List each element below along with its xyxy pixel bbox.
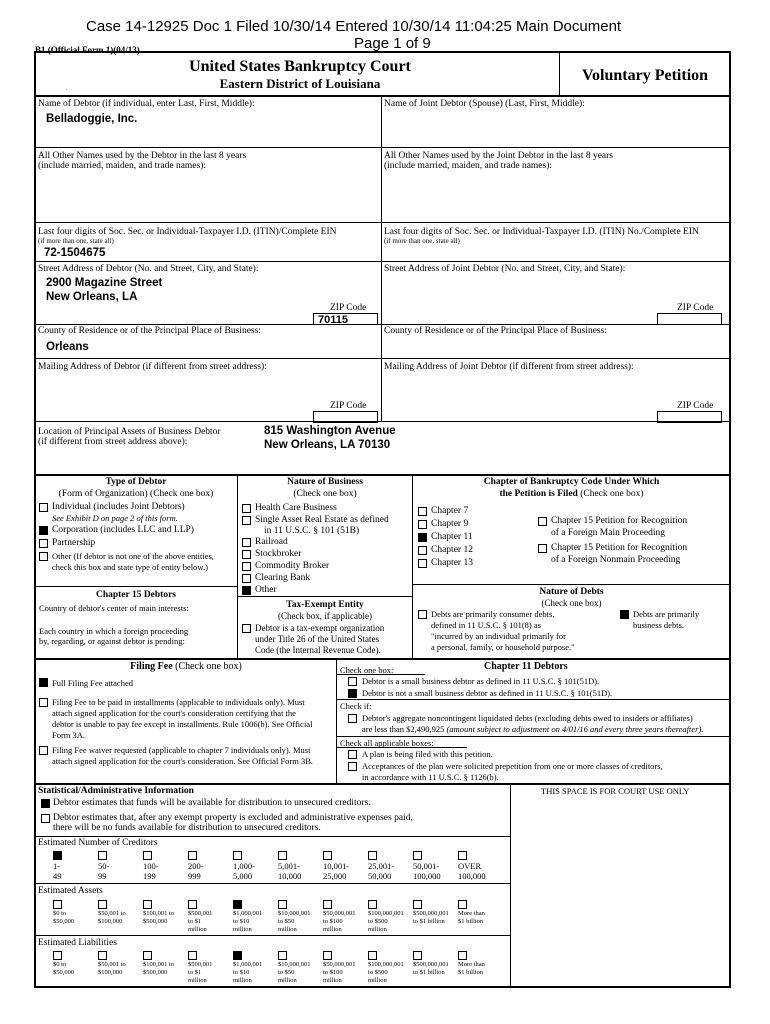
chapter-9-label: Chapter 9 xyxy=(431,519,469,529)
court-title: United States Bankruptcy Court xyxy=(189,58,411,75)
liabilities-range-label: to $100 xyxy=(323,969,343,976)
aggregate-debts-line-1: Debtor's aggregate noncontingent liquidated debts (excluding debts owed to insiders or affiliates) xyxy=(362,713,693,723)
liabilities-range-checkbox[interactable] xyxy=(323,951,332,960)
full-fee-checkbox[interactable] xyxy=(39,678,48,687)
creditors-range-label: 199 xyxy=(143,871,156,881)
divider xyxy=(337,736,730,737)
not-small-business-label: Debtor is not a small business debtor as defined in 11 U.S.C. § 101(51D). xyxy=(362,688,613,698)
chapter-15-nonmain-label: Chapter 15 Petition for Recognition xyxy=(551,543,688,553)
column-divider xyxy=(510,784,511,986)
fee-waiver-line-2: attach signed application for the court's consideration. See Official Form 3B. xyxy=(52,756,314,766)
aggregate-debts-line-2 xyxy=(362,724,703,735)
other-names-label-2: (include married, maiden, and trade names): xyxy=(38,161,207,171)
tax-exempt-sub: (Check box, if applicable) xyxy=(278,611,372,621)
creditors-range-label: 100,000 xyxy=(458,871,486,881)
creditors-range-label: OVER xyxy=(458,861,482,871)
tax-exempt-title: Tax-Exempt Entity xyxy=(286,600,364,610)
railroad-checkbox[interactable] xyxy=(242,538,251,547)
full-fee-label: Full Filing Fee attached xyxy=(52,678,133,688)
filing-fee-title-main: Filing Fee xyxy=(130,661,173,672)
other-entity-label-2: check this box and state type of entity below.) xyxy=(52,562,208,572)
ssn-sub: (if more than one, state all) xyxy=(38,237,114,245)
fee-waiver-line-1: Filing Fee waiver requested (applicable to chapter 7 individuals only). Must xyxy=(52,745,311,755)
assets-range-label: to $50 xyxy=(278,918,295,925)
plan-filed-label: A plan is being filed with this petition. xyxy=(362,749,493,759)
creditors-range-label: 50,001- xyxy=(413,861,440,871)
creditors-range-checkbox[interactable] xyxy=(233,851,242,860)
liabilities-range-label: million xyxy=(323,977,342,984)
health-care-label: Health Care Business xyxy=(255,503,337,513)
district-title: Eastern District of Louisiana xyxy=(219,76,381,91)
creditors-range-label: 99 xyxy=(98,871,107,881)
funds-available-label: Debtor estimates that funds will be available for distribution to unsecured creditors. xyxy=(53,798,371,808)
assets-range-label: to $10 xyxy=(233,918,250,925)
consumer-debts-line-1: Debts are primarily consumer debts, xyxy=(431,609,555,619)
creditors-title: Estimated Number of Creditors xyxy=(38,838,158,848)
zip-value: 70115 xyxy=(318,314,348,326)
liabilities-range-checkbox[interactable] xyxy=(188,951,197,960)
joint-name-label: Name of Joint Debtor (Spouse) (Last, First, Middle): xyxy=(384,99,585,109)
chapter11-title: Chapter 11 Debtors xyxy=(484,661,568,672)
divider xyxy=(35,586,237,587)
chapter-13-checkbox[interactable] xyxy=(418,559,427,568)
assets-range-checkbox[interactable] xyxy=(368,900,377,909)
other-business-label: Other xyxy=(255,585,277,595)
chapter-15-main-label: Chapter 15 Petition for Recognition xyxy=(551,516,688,526)
liabilities-range-label: $1,000,001 xyxy=(233,961,263,968)
divider xyxy=(35,658,730,660)
check-if-label: Check if: xyxy=(340,701,372,711)
small-business-checkbox[interactable] xyxy=(348,677,357,686)
assets-range-label: $0 to xyxy=(53,910,67,917)
tax-exempt-line-3: Code (the Internal Revenue Code). xyxy=(255,645,381,655)
assets-range-label: $1,000,001 xyxy=(233,910,263,917)
liabilities-range-checkbox[interactable] xyxy=(143,951,152,960)
type-of-debtor-sub: (Form of Organization) (Check one box) xyxy=(58,489,214,499)
business-debts-line-1: Debts are primarily xyxy=(633,609,700,619)
mark: . xyxy=(66,86,68,92)
corporation-label: Corporation (includes LLC and LLP) xyxy=(52,525,194,535)
partnership-checkbox[interactable] xyxy=(39,539,48,548)
creditors-range-label: 10,000 xyxy=(278,871,302,881)
consumer-debts-line-2: defined in 11 U.S.C. § 101(8) as xyxy=(431,620,541,630)
tax-exempt-line-2: under Title 26 of the United States xyxy=(255,634,379,644)
liabilities-range-label: $500,001 xyxy=(188,961,213,968)
check-all-label: Check all applicable boxes: xyxy=(340,738,434,748)
assets-range-label: $500,000,001 xyxy=(413,910,449,917)
creditors-range-label: 49 xyxy=(53,871,62,881)
creditors-range-checkbox[interactable] xyxy=(278,851,287,860)
liabilities-range-label: to $500 xyxy=(368,969,388,976)
liabilities-range-label: $100,001 to xyxy=(143,961,175,968)
chapter15-title: Chapter 15 Debtors xyxy=(95,590,177,600)
ssn-label: Last four digits of Soc. Sec. or Individual-Taxpayer I.D. (ITIN)/Complete EIN xyxy=(38,227,337,237)
assets-range-label: to $500 xyxy=(368,918,388,925)
divider xyxy=(35,836,510,837)
creditors-range-label: 999 xyxy=(188,871,201,881)
assets-range-label: $100,000 xyxy=(98,918,123,925)
acceptances-line-2: in accordance with 11 U.S.C. § 1126(b). xyxy=(362,772,499,782)
divider xyxy=(35,261,730,262)
liabilities-range-label: $50,000 xyxy=(53,969,75,976)
creditors-range-label: 5,001- xyxy=(278,861,300,871)
type-of-debtor-title: Type of Debtor xyxy=(105,477,167,487)
assets-range-checkbox[interactable] xyxy=(98,900,107,909)
no-funds-line-2: there will be no funds available for distribution to unsecured creditors. xyxy=(53,823,321,833)
installment-fee-checkbox[interactable] xyxy=(39,698,48,707)
chapter-title-1: Chapter of Bankruptcy Code Under Which xyxy=(483,477,660,487)
installment-line-2: attach signed application for the court's consideration certifying that the xyxy=(52,708,296,718)
liabilities-range-label: $50,000,001 xyxy=(323,961,356,968)
liabilities-range-label: million xyxy=(233,977,252,984)
assets-range-label: to $1 billion xyxy=(413,918,445,925)
liabilities-range-label: million xyxy=(188,977,207,984)
liabilities-range-label: to $10 xyxy=(233,969,250,976)
nature-business-title: Nature of Business xyxy=(287,477,363,487)
column-divider xyxy=(336,659,337,783)
fee-waiver-checkbox[interactable] xyxy=(39,746,48,755)
divider xyxy=(35,883,510,884)
stockbroker-checkbox[interactable] xyxy=(242,550,251,559)
assets-range-label: $50,001 to xyxy=(98,910,126,917)
assets-range-checkbox[interactable] xyxy=(53,900,62,909)
creditors-range-checkbox[interactable] xyxy=(323,851,332,860)
assets-range-label: $50,000 xyxy=(53,918,75,925)
case-stamp: Case 14-12925 Doc 1 Filed 10/30/14 Entered 10/30/14 11:04:25 Main Document xyxy=(86,18,622,35)
divider xyxy=(35,421,730,422)
liabilities-range-label: to $1 billion xyxy=(413,969,445,976)
liabilities-range-label: $500,000,001 xyxy=(413,961,449,968)
assets-range-label: $10,000,001 xyxy=(278,910,311,917)
consumer-debts-line-3: "incurred by an individual primarily for xyxy=(431,631,566,641)
assets-range-checkbox[interactable] xyxy=(413,900,422,909)
liabilities-range-label: $100,000,001 xyxy=(368,961,404,968)
nature-debts-title: Nature of Debts xyxy=(539,587,604,597)
divider xyxy=(237,596,413,597)
assets-range-label: $100,001 to xyxy=(143,910,175,917)
not-small-business-checkbox[interactable] xyxy=(348,689,357,698)
divider xyxy=(35,474,730,476)
street-line-2: New Orleans, LA xyxy=(46,291,138,303)
assets-range-checkbox[interactable] xyxy=(233,900,242,909)
assets-range-label: to $1 xyxy=(188,918,202,925)
assets-range-label: million xyxy=(233,926,252,933)
chapter-7-label: Chapter 7 xyxy=(431,506,469,516)
assets-range-checkbox[interactable] xyxy=(458,900,467,909)
zip-label: ZIP Code xyxy=(330,303,367,313)
liabilities-range-label: to $50 xyxy=(278,969,295,976)
aggregate-debts-checkbox[interactable] xyxy=(348,714,357,723)
chapter-12-checkbox[interactable] xyxy=(418,546,427,555)
divider xyxy=(35,783,730,785)
check-one-box-label: Check one box: xyxy=(340,665,394,675)
creditors-range-label: 10,001- xyxy=(323,861,350,871)
assets-range-label: million xyxy=(323,926,342,933)
liabilities-title: Estimated Liabilities xyxy=(38,938,117,948)
chapter-15-nonmain-checkbox[interactable] xyxy=(538,544,547,553)
no-funds-line-1: Debtor estimates that, after any exempt property is excluded and administrative expenses paid, xyxy=(53,813,413,823)
joint-ssn-label: Last four digits of Soc. Sec. or Individual-Taxpayer I.D. (ITIN) No./Complete EIN xyxy=(384,227,699,237)
debtor-name: Belladoggie, Inc. xyxy=(46,113,138,125)
nature-debts-sub: (Check one box) xyxy=(541,598,602,608)
liabilities-range-label: million xyxy=(278,977,297,984)
acceptances-checkbox[interactable] xyxy=(348,762,357,771)
clearing-bank-label: Clearing Bank xyxy=(255,573,311,583)
assets-range-label: $1 billion xyxy=(458,918,484,925)
creditors-range-checkbox[interactable] xyxy=(368,851,377,860)
joint-mailing-zip-label: ZIP Code xyxy=(677,401,714,411)
divider xyxy=(35,95,730,97)
assets-range-label: $100,000,001 xyxy=(368,910,404,917)
chapter-title-2b: (Check one box) xyxy=(577,489,644,499)
divider xyxy=(35,147,730,148)
assets-title: Estimated Assets xyxy=(38,886,103,896)
statistical-title: Statistical/Administrative Information xyxy=(38,786,194,796)
liabilities-range-label: $1 billion xyxy=(458,969,484,976)
stockbroker-label: Stockbroker xyxy=(255,549,302,559)
small-business-label: Debtor is a small business debtor as defined in 11 U.S.C. § 101(51D). xyxy=(362,676,600,686)
location-line-1: 815 Washington Avenue xyxy=(264,425,396,437)
street-line-1: 2900 Magazine Street xyxy=(46,277,163,289)
tax-exempt-checkbox[interactable] xyxy=(242,624,251,633)
installment-line-4: Form 3A. xyxy=(52,730,86,740)
creditors-range-label: 1- xyxy=(53,861,61,871)
assets-range-label: million xyxy=(368,926,387,933)
single-asset-label: Single Asset Real Estate as defined xyxy=(255,515,389,525)
corporation-checkbox[interactable] xyxy=(39,526,48,535)
creditors-range-label: 50,000 xyxy=(368,871,392,881)
divider xyxy=(412,584,730,585)
assets-range-checkbox[interactable] xyxy=(278,900,287,909)
joint-street-label: Street Address of Joint Debtor (No. and Street, City, and State): xyxy=(384,264,626,274)
chapter-title-2a: the Petition is Filed xyxy=(499,489,578,499)
nature-business-sub: (Check one box) xyxy=(293,489,357,499)
divider xyxy=(35,324,730,325)
street-label: Street Address of Debtor (No. and Street, City, and State): xyxy=(38,264,259,274)
form-id: B1 (Official Form 1)(04/13) xyxy=(35,45,140,55)
assets-range-label: million xyxy=(188,926,207,933)
liabilities-range-label: million xyxy=(368,977,387,984)
joint-mailing-label: Mailing Address of Joint Debtor (if different from street address): xyxy=(384,362,634,372)
liabilities-range-label: $50,001 to xyxy=(98,961,126,968)
divider xyxy=(337,674,425,675)
liabilities-range-label: $10,000,001 xyxy=(278,961,311,968)
filing-fee-title xyxy=(36,661,336,672)
creditors-range-checkbox[interactable] xyxy=(413,851,422,860)
creditors-range-checkbox[interactable] xyxy=(98,851,107,860)
divider xyxy=(35,358,730,359)
chapter-11-checkbox[interactable] xyxy=(418,533,427,542)
county-value: Orleans xyxy=(46,341,89,353)
consumer-debts-line-4: a personal, family, or household purpose." xyxy=(431,642,575,652)
individual-checkbox[interactable] xyxy=(39,503,48,512)
joint-other-names-label: All Other Names used by the Joint Debtor in the last 8 years xyxy=(384,151,614,161)
railroad-label: Railroad xyxy=(255,537,288,547)
creditors-range-checkbox[interactable] xyxy=(458,851,467,860)
individual-sub: See Exhibit D on page 2 of this form. xyxy=(52,513,178,523)
divider xyxy=(35,222,730,223)
creditors-range-checkbox[interactable] xyxy=(53,851,62,860)
liabilities-range-label: to $1 xyxy=(188,969,202,976)
location-line-2: New Orleans, LA 70130 xyxy=(264,439,391,451)
joint-other-names-label-2: (include married, maiden, and trade names): xyxy=(384,161,553,171)
page-number: Page 1 of 9 xyxy=(354,35,431,52)
liabilities-range-checkbox[interactable] xyxy=(458,951,467,960)
chapter-title-2 xyxy=(413,489,730,500)
county-label: County of Residence or of the Principal Place of Business: xyxy=(38,326,261,336)
business-debts-checkbox[interactable] xyxy=(620,610,629,619)
column-divider xyxy=(237,475,238,659)
acceptances-line-1: Acceptances of the plan were solicited prepetition from one or more classes of creditors, xyxy=(362,761,663,771)
liabilities-range-label: $500,000 xyxy=(143,969,168,976)
assets-range-checkbox[interactable] xyxy=(143,900,152,909)
chapter15-line-3: by, regarding, or against debtor is pending: xyxy=(39,636,185,646)
creditors-range-label: 100,000 xyxy=(413,871,441,881)
location-label: Location of Principal Assets of Business Debtor xyxy=(38,427,221,437)
liabilities-range-checkbox[interactable] xyxy=(278,951,287,960)
assets-range-label: $50,000,001 xyxy=(323,910,356,917)
funds-available-checkbox[interactable] xyxy=(41,799,50,808)
commodity-broker-label: Commodity Broker xyxy=(255,561,330,571)
clearing-bank-checkbox[interactable] xyxy=(242,574,251,583)
chapter-12-label: Chapter 12 xyxy=(431,545,473,555)
installment-line-1: Filing Fee to be paid in installments (applicable to individuals only). Must xyxy=(52,697,305,707)
joint-zip-label: ZIP Code xyxy=(677,303,714,313)
chapter-15-nonmain-label-2: of a Foreign Nonmain Proceeding xyxy=(551,555,681,565)
creditors-range-label: 5,000 xyxy=(233,871,253,881)
aggregate-debts-line-2b: (amount subject to adjustment on 4/01/16 and every three years thereafter). xyxy=(446,724,704,734)
other-entity-label: Other (If debtor is not one of the above entities, xyxy=(52,551,214,561)
court-use-label: THIS SPACE IS FOR COURT USE ONLY xyxy=(541,786,690,796)
other-business-checkbox[interactable] xyxy=(242,586,251,595)
partnership-label: Partnership xyxy=(52,538,96,548)
assets-range-checkbox[interactable] xyxy=(188,900,197,909)
creditors-range-label: 50- xyxy=(98,861,110,871)
divider xyxy=(337,699,730,700)
assets-range-label: More than xyxy=(458,910,485,917)
joint-ssn-sub: (if more than one, state all) xyxy=(384,237,460,245)
other-names-label: All Other Names used by the Debtor in the last 8 years xyxy=(38,151,247,161)
chapter-7-checkbox[interactable] xyxy=(418,507,427,516)
creditors-range-label: 200- xyxy=(188,861,204,871)
liabilities-range-label: $0 to xyxy=(53,961,67,968)
assets-range-checkbox[interactable] xyxy=(323,900,332,909)
petition-title: Voluntary Petition xyxy=(581,67,709,84)
creditors-range-label: 100- xyxy=(143,861,159,871)
installment-line-3: debtor is unable to pay fee except in installments. Rule 1006(b). See Official xyxy=(52,719,313,729)
mailing-label: Mailing Address of Debtor (if different from street address): xyxy=(38,362,267,372)
column-divider xyxy=(412,475,413,659)
liabilities-range-label: $100,000 xyxy=(98,969,123,976)
chapter-15-main-checkbox[interactable] xyxy=(538,517,547,526)
individual-label: Individual (includes Joint Debtors) xyxy=(52,502,185,512)
liabilities-range-label: More than xyxy=(458,961,485,968)
creditors-range-label: 25,001- xyxy=(368,861,395,871)
creditors-range-checkbox[interactable] xyxy=(188,851,197,860)
assets-range-label: to $100 xyxy=(323,918,343,925)
aggregate-debts-line-2a: are less than $2,490,925 xyxy=(362,724,447,734)
liabilities-range-checkbox[interactable] xyxy=(98,951,107,960)
assets-range-label: $500,000 xyxy=(143,918,168,925)
chapter-13-label: Chapter 13 xyxy=(431,558,473,568)
commodity-broker-checkbox[interactable] xyxy=(242,562,251,571)
debtor-ein: 72-1504675 xyxy=(44,247,106,259)
column-divider xyxy=(381,96,382,421)
mailing-zip-label: ZIP Code xyxy=(330,401,367,411)
no-funds-checkbox[interactable] xyxy=(41,814,50,823)
debtor-name-label: Name of Debtor (if individual, enter Last, First, Middle): xyxy=(38,99,255,109)
tax-exempt-line-1: Debtor is a tax-exempt organization xyxy=(255,623,385,633)
other-entity-checkbox[interactable] xyxy=(39,552,48,561)
assets-range-label: million xyxy=(278,926,297,933)
plan-filed-checkbox[interactable] xyxy=(348,750,357,759)
creditors-range-checkbox[interactable] xyxy=(143,851,152,860)
health-care-checkbox[interactable] xyxy=(242,504,251,513)
liabilities-range-checkbox[interactable] xyxy=(53,951,62,960)
single-asset-label-2: in 11 U.S.C. § 101 (51B) xyxy=(264,526,360,536)
chapter-11-label: Chapter 11 xyxy=(431,532,473,542)
chapter-15-main-label-2: of a Foreign Main Proceeding xyxy=(551,528,665,538)
single-asset-checkbox[interactable] xyxy=(242,516,251,525)
liabilities-range-checkbox[interactable] xyxy=(413,951,422,960)
creditors-range-label: 1,000- xyxy=(233,861,255,871)
assets-range-label: $500,001 xyxy=(188,910,213,917)
divider xyxy=(337,747,467,748)
business-debts-line-2: business debts. xyxy=(633,620,684,630)
joint-county-label: County of Residence or of the Principal Place of Business: xyxy=(384,326,607,336)
filing-fee-title-sub: (Check one box) xyxy=(172,661,242,672)
chapter15-line-2: Each country in which a foreign proceeding xyxy=(39,626,189,636)
liabilities-range-checkbox[interactable] xyxy=(368,951,377,960)
creditors-range-label: 25,000 xyxy=(323,871,347,881)
location-label-2: (if different from street address above): xyxy=(38,437,188,447)
chapter15-line-1: Country of debtor's center of main interests: xyxy=(39,603,189,613)
consumer-debts-checkbox[interactable] xyxy=(418,610,427,619)
liabilities-range-checkbox[interactable] xyxy=(233,951,242,960)
divider xyxy=(35,935,510,936)
chapter-9-checkbox[interactable] xyxy=(418,520,427,529)
